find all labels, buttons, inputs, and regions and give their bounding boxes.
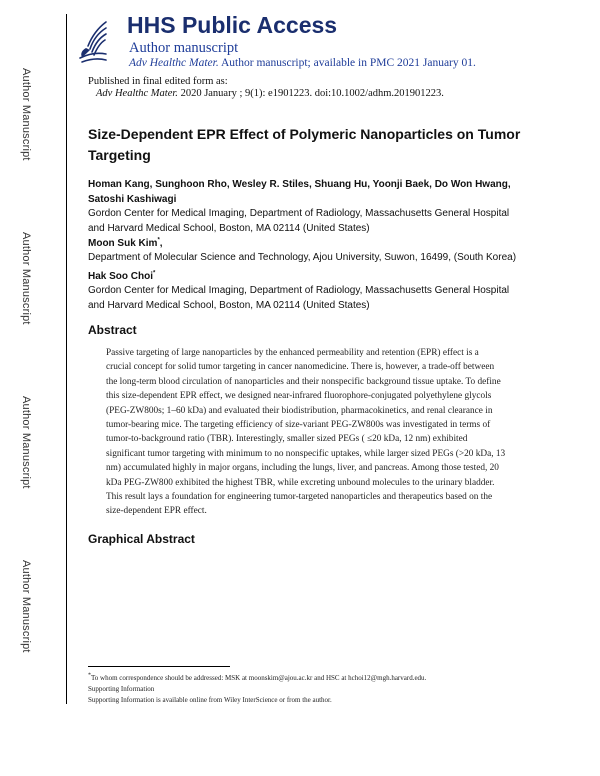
footnote-rule [88, 666, 230, 667]
author-name: Moon Suk Kim [88, 238, 158, 249]
article-title: Size-Dependent EPR Effect of Polymeric Nanoparticles on Tumor Targeting [88, 126, 521, 163]
side-label-author-manuscript: Author Manuscript [20, 560, 32, 653]
side-label-author-manuscript: Author Manuscript [20, 396, 32, 489]
affiliation-3: Gordon Center for Medical Imaging, Department of Radiology, Massachusetts General Hospital and Harvard Medical School, Boston, MA 02114 (United States) [88, 285, 510, 311]
side-label-author-manuscript: Author Manuscript [20, 68, 32, 161]
author-separator: , [159, 238, 163, 249]
author-list: Homan Kang, Sunghoon Rho, Wesley R. Stiles, Shuang Hu, Yoonji Baek, Do Won Hwang, Satoshi Kashiwagi [88, 179, 511, 205]
journal-name: Adv Healthc Mater. [129, 57, 219, 69]
author-moon-suk-kim [88, 236, 163, 251]
hhs-eagle-icon [76, 18, 110, 66]
abstract-heading: Abstract [88, 323, 137, 337]
correspondence-text: To whom correspondence should be addressed: MSK at moonskim@ajou.ac.kr and HSC at hchoi12@mgh.harvard.edu. [91, 674, 427, 682]
abstract-text: Passive targeting of large nanoparticles by the enhanced permeability and retention (EPR) effect is a crucial concept for solid tumor targeting in cancer nanomedicine. There is, however, a trade-off between the long-term blood circulation of nanoparticles and their nonspecific background tissue uptake. To define this size-dependent EPR effect, we designed near-infrared fluorophore-conjugated polyethylene glycols (PEG-ZW800s; 1–60 kDa) and evaluated their biodistribution, pharmacokinetics, and renal clearance in tumor-bearing mice. The targeting efficiency of size-variant PEG-ZW800s was investigated in terms of tumor-to-background ratio (TBR). Interestingly, smaller sized PEGs ( ≤20 kDa, 12 nm) exhibited significant tumor targeting with minimum to no nonspecific uptakes, while larger sized PEGs (>20 kDa, 13 nm) accumulated highly in major organs, including the lungs, liver, and pancreas. Among those tested, 20 kDa PEG-ZW800 exhibited the highest TBR, while excreting unbound molecules to the urinary bladder. This result lays a foundation for engineering tumor-targeted nanoparticles and therapeutics based on the size-dependent EPR effect. [106, 348, 506, 517]
correspondence-footnote [88, 674, 426, 683]
affiliation-1: Gordon Center for Medical Imaging, Department of Radiology, Massachusetts General Hospital and Harvard Medical School, Boston, MA 02114 (United States) [88, 208, 510, 234]
author-hak-soo-choi [88, 269, 155, 284]
author-manuscript-label: Author manuscript [129, 40, 239, 56]
affiliation-2: Department of Molecular Science and Technology, Ajou University, Suwon, 16499, (South Korea) [88, 252, 517, 263]
author-name: Hak Soo Choi [88, 271, 154, 282]
corresponding-mark: * [153, 270, 156, 277]
side-label-author-manuscript: Author Manuscript [20, 232, 32, 325]
citation [96, 88, 444, 99]
supporting-info-heading: Supporting Information [88, 685, 155, 693]
corresponding-mark: * [157, 237, 160, 244]
citation-details: 2020 January ; 9(1): e1901223. doi:10.1002/adhm.201901223. [180, 88, 444, 99]
graphical-abstract-heading: Graphical Abstract [88, 532, 195, 546]
availability-text: Author manuscript; available in PMC 2021 January 01. [221, 57, 476, 69]
margin-divider [66, 14, 67, 704]
footnote-mark: * [88, 672, 91, 679]
supporting-info-text: Supporting Information is available online from Wiley InterScience or from the author. [88, 696, 332, 704]
published-line: Published in final edited form as: [88, 76, 228, 87]
availability-line [129, 57, 476, 69]
hhs-title: HHS Public Access [127, 12, 338, 38]
citation-journal: Adv Healthc Mater. [96, 88, 178, 99]
